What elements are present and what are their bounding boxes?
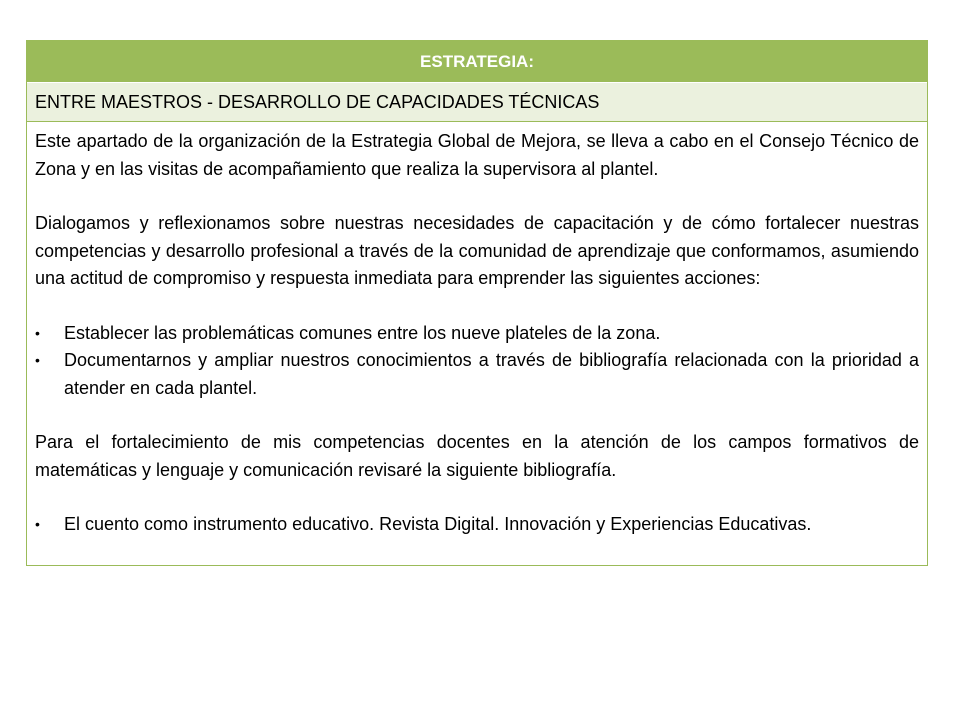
strategy-body: [27, 122, 927, 565]
spacer: [35, 402, 919, 429]
strategy-header: ESTRATEGIA:: [27, 41, 927, 83]
bullet-icon: •: [35, 352, 40, 368]
bullet-icon: •: [35, 324, 40, 341]
list-item: [35, 320, 919, 348]
strategy-table: [26, 40, 928, 566]
list-item-text: Documentarnos y ampliar nuestros conocimientos a través de bibliografía relacionada con la prioridad a atender en cada plantel.: [64, 350, 919, 398]
strategy-subtitle: ENTRE MAESTROS - DESARROLLO DE CAPACIDADES TÉCNICAS: [27, 83, 927, 122]
paragraph-intro: Este apartado de la organización de la Estrategia Global de Mejora, se lleva a cabo en el Consejo Técnico de Zona y en las visitas de acompañamiento que realiza la supervisora al plantel.: [35, 131, 919, 179]
spacer: [35, 484, 919, 511]
paragraph-competencies: Para el fortalecimiento de mis competencias docentes en la atención de los campos formativos de matemáticas y lenguaje y comunicación revisaré la siguiente bibliografía.: [35, 432, 919, 480]
bullet-icon: •: [35, 516, 40, 532]
list-item-text: Establecer las problemáticas comunes entre los nueve plateles de la zona.: [64, 322, 661, 343]
actions-list: [35, 320, 919, 403]
list-item: [35, 511, 919, 539]
bibliography-list: [35, 511, 919, 539]
paragraph-dialogue: Dialogamos y reflexionamos sobre nuestras necesidades de capacitación y de cómo fortalecer nuestras competencias y desarrollo profesional a través de la comunidad de aprendizaje que conformamos, asumiendo una actitud de compromiso y respuesta inmediata para emprender las siguientes acciones:: [35, 213, 919, 288]
list-item-text: El cuento como instrumento educativo. Revista Digital. Innovación y Experiencias Educativas.: [64, 514, 812, 534]
list-item: [35, 347, 919, 402]
spacer: [35, 183, 919, 210]
spacer: [35, 293, 919, 320]
